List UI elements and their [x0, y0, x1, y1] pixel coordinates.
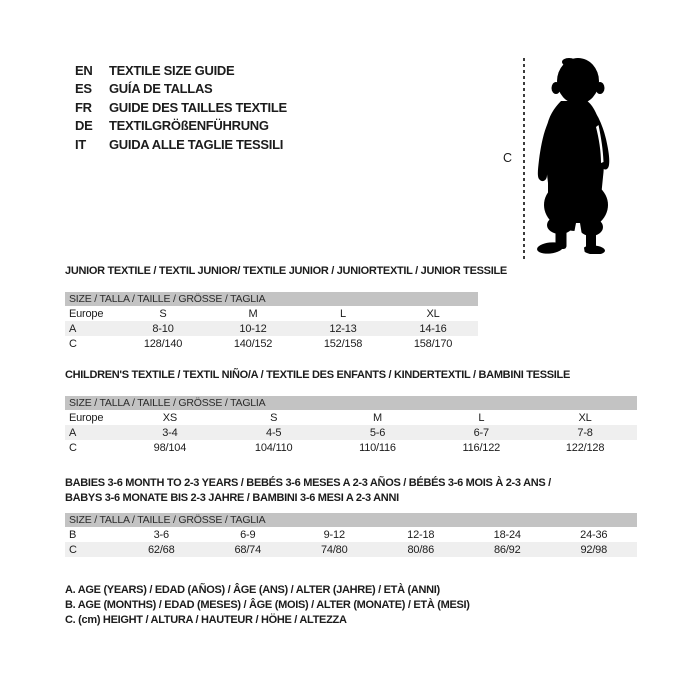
size-cell: 74/80	[320, 543, 348, 556]
language-code: EN	[75, 62, 93, 78]
row-label: A	[69, 322, 77, 335]
size-cell: 18-24	[493, 528, 521, 541]
size-cell: XS	[162, 411, 178, 424]
table-row	[65, 527, 637, 542]
footnote-line: B. AGE (MONTHS) / EDAD (MESES) / ÂGE (MOIS) / ALTER (MONATE) / ETÀ (MESI)	[65, 599, 470, 611]
size-cell: 152/158	[323, 337, 363, 350]
size-cell: 3-4	[162, 426, 178, 439]
language-row	[75, 117, 287, 136]
row-label: A	[69, 426, 77, 439]
size-cell: 110/116	[359, 441, 396, 454]
footnote-line: C. (cm) HEIGHT / ALTURA / HAUTEUR / HÖHE / ALTEZZA	[65, 614, 347, 626]
section-heading-line: CHILDREN'S TEXTILE / TEXTIL NIÑO/A / TEXTILE DES ENFANTS / KINDERTEXTIL / BAMBINI TESSILE	[65, 369, 570, 381]
table-row	[65, 440, 637, 455]
table-row	[65, 410, 637, 425]
size-cell: 104/110	[254, 441, 293, 454]
size-cell: XL	[578, 411, 592, 424]
size-cell: M	[373, 411, 382, 424]
size-cell: 6-9	[240, 528, 256, 541]
language-row	[75, 80, 287, 99]
size-table	[65, 513, 637, 557]
section-heading	[65, 368, 637, 383]
size-cell: S	[270, 411, 278, 424]
size-cell: 8-10	[152, 322, 174, 335]
row-label: Europe	[69, 307, 104, 320]
size-cell: 116/122	[462, 441, 501, 454]
footnote-line: A. AGE (YEARS) / EDAD (AÑOS) / ÂGE (ANS) / ALTER (JAHRE) / ETÀ (ANNI)	[65, 584, 440, 596]
size-cell: 7-8	[577, 426, 593, 439]
size-table	[65, 292, 478, 351]
size-cell: L	[340, 307, 346, 320]
size-cell: 128/140	[143, 337, 183, 350]
row-label: C	[69, 337, 77, 350]
size-cell: 122/128	[565, 441, 605, 454]
row-label: Europe	[69, 411, 104, 424]
size-cell: 62/68	[147, 543, 175, 556]
footnotes	[65, 583, 470, 628]
language-code: FR	[75, 99, 92, 115]
size-cell: L	[478, 411, 485, 424]
size-cell: 10-12	[239, 322, 267, 335]
height-measure-dashed-line	[523, 58, 525, 259]
section-heading-line: BABIES 3-6 MONTH TO 2-3 YEARS / BEBÉS 3-6 MESES A 2-3 AÑOS / BÉBÉS 3-6 MOIS À 2-3 ANS /	[65, 477, 551, 489]
language-row	[75, 61, 287, 80]
table-row	[65, 542, 637, 557]
baby-silhouette-icon	[533, 57, 623, 254]
section-childrens-textile	[65, 368, 637, 455]
section-heading	[65, 476, 637, 506]
row-label: C	[69, 543, 77, 556]
size-cell: 86/92	[493, 543, 521, 556]
size-cell: 80/86	[407, 543, 435, 556]
size-cell: 12-13	[329, 322, 357, 335]
language-row	[75, 98, 287, 117]
table-header: SIZE / TALLA / TAILLE / GRÖSSE / TAGLIA	[65, 396, 637, 410]
row-label: C	[69, 441, 77, 454]
language-label: TEXTILE SIZE GUIDE	[109, 62, 235, 78]
size-cell: 3-6	[153, 528, 169, 541]
size-cell: 140/152	[233, 337, 273, 350]
row-label: B	[69, 528, 77, 541]
size-cell: 158/170	[413, 337, 453, 350]
size-cell: 24-36	[580, 528, 608, 541]
table-header: SIZE / TALLA / TAILLE / GRÖSSE / TAGLIA	[65, 292, 478, 306]
language-code: DE	[75, 118, 93, 134]
section-junior-textile	[65, 264, 507, 351]
language-label: GUÍA DE TALLAS	[109, 81, 213, 97]
size-cell: 68/74	[234, 543, 262, 556]
table-row	[65, 425, 637, 440]
language-code: IT	[75, 136, 86, 152]
size-cell: S	[159, 307, 167, 320]
language-label: GUIDE DES TAILLES TEXTILE	[109, 99, 287, 115]
size-cell: 6-7	[473, 426, 489, 439]
table-row	[65, 306, 478, 321]
size-cell: 12-18	[407, 528, 435, 541]
size-cell: M	[248, 307, 258, 320]
table-row	[65, 336, 478, 351]
size-cell: 9-12	[323, 528, 345, 541]
section-babies-textile	[65, 476, 637, 557]
language-list	[75, 61, 287, 154]
section-heading-line: BABYS 3-6 MONATE BIS 2-3 JAHRE / BAMBINI 3-6 MESI A 2-3 ANNI	[65, 492, 399, 504]
size-cell: 5-6	[369, 426, 386, 439]
height-measure-label: C	[503, 151, 513, 165]
size-cell: 92/98	[580, 543, 608, 556]
size-cell: 98/104	[153, 441, 187, 454]
section-heading	[65, 264, 507, 279]
size-table	[65, 396, 637, 455]
language-code: ES	[75, 81, 92, 97]
size-cell: 14-16	[419, 322, 447, 335]
table-row	[65, 321, 478, 336]
size-cell: 4-5	[266, 426, 282, 439]
table-header: SIZE / TALLA / TAILLE / GRÖSSE / TAGLIA	[65, 513, 637, 527]
size-cell: XL	[426, 307, 440, 320]
language-row	[75, 135, 287, 154]
language-label: TEXTILGRÖßENFÜHRUNG	[109, 118, 269, 134]
section-heading-line: JUNIOR TEXTILE / TEXTIL JUNIOR/ TEXTILE JUNIOR / JUNIORTEXTIL / JUNIOR TESSILE	[65, 265, 507, 277]
language-label: GUIDA ALLE TAGLIE TESSILI	[109, 136, 284, 152]
